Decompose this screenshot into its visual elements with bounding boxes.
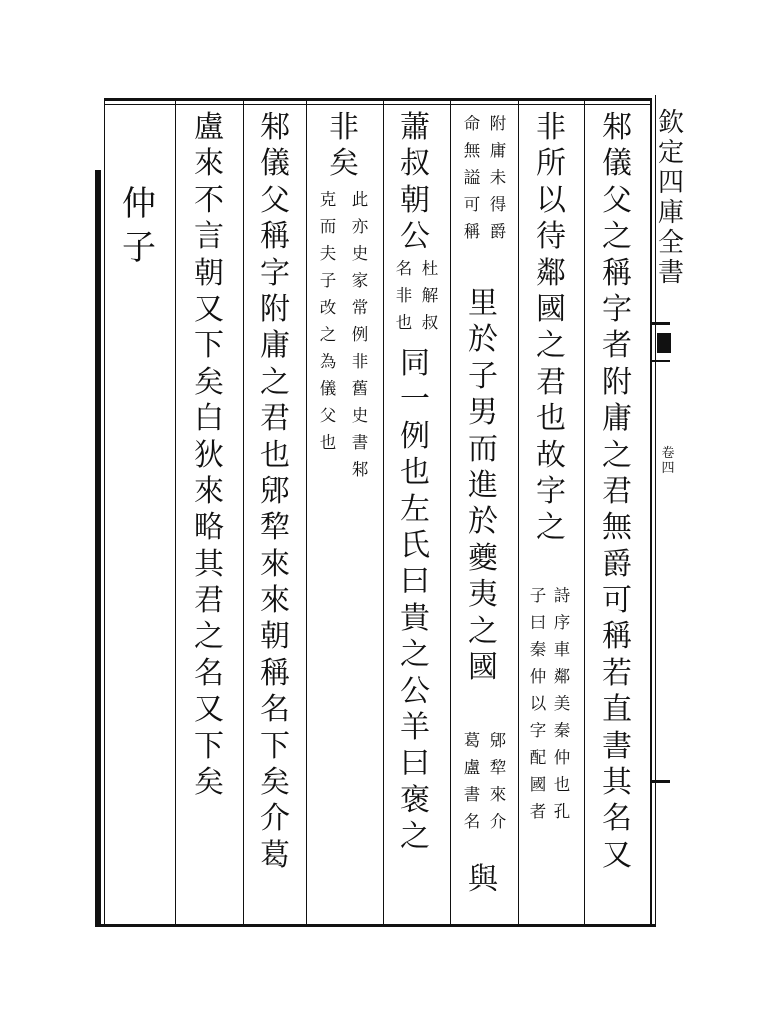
text-column-5-note-right: [350, 186, 370, 483]
left-border-thick: [95, 170, 101, 926]
text-glyph: 鄰: [536, 255, 566, 291]
left-border-thin: [104, 100, 105, 926]
text-glyph: 君: [194, 583, 224, 619]
annotation-glyph: 家: [351, 271, 369, 290]
text-glyph: 叔: [400, 146, 430, 182]
text-glyph: 所: [536, 146, 566, 182]
text-glyph: 父: [602, 182, 632, 218]
text-glyph: 庸: [260, 328, 290, 364]
annotation-glyph: 解: [421, 286, 439, 305]
text-glyph: 而: [468, 431, 498, 467]
margin-title-text: [656, 108, 686, 288]
text-glyph: 略: [194, 510, 224, 546]
text-column-2-note-right: [552, 582, 572, 825]
annotation-glyph: 常: [351, 298, 369, 317]
margin-rule: [652, 322, 670, 325]
text-glyph: 氏: [400, 527, 430, 563]
text-column-3-note2-left: [462, 727, 482, 835]
annotation-glyph: 稱: [463, 222, 481, 241]
text-column-3-note-right: [488, 110, 508, 245]
text-glyph: 稱: [602, 255, 632, 291]
text-column-3-note-left: [462, 110, 482, 245]
annotation-glyph: 子: [529, 586, 547, 605]
annotation-glyph: 孔: [553, 802, 571, 821]
text-glyph: 字: [602, 291, 632, 327]
text-glyph: 矣: [260, 765, 290, 801]
text-glyph: 例: [400, 418, 430, 454]
text-glyph: 曰: [400, 746, 430, 782]
column-divider: [584, 100, 585, 926]
text-glyph: 來: [194, 146, 224, 182]
text-glyph: 白: [194, 401, 224, 437]
text-glyph: 之: [602, 437, 632, 473]
text-glyph: 蕭: [400, 110, 430, 145]
text-glyph: 君: [536, 364, 566, 400]
text-glyph: 也: [536, 401, 566, 437]
column-divider: [306, 100, 307, 926]
annotation-glyph: 非: [395, 286, 413, 305]
glyph: 全: [657, 228, 684, 258]
text-glyph: 夔: [468, 540, 498, 576]
top-border-rule-inner: [104, 104, 652, 105]
text-glyph: 公: [400, 219, 430, 255]
annotation-glyph: 舊: [351, 379, 369, 398]
bottom-border-rule: [95, 924, 655, 927]
text-glyph: 名: [194, 655, 224, 691]
annotation-glyph: 謚: [463, 168, 481, 187]
text-glyph: 言: [194, 219, 224, 255]
annotation-glyph: 國: [529, 775, 547, 794]
text-glyph: 來: [194, 473, 224, 509]
text-glyph: 之: [400, 637, 430, 673]
annotation-glyph: 曰: [529, 613, 547, 632]
text-glyph: 下: [194, 728, 224, 764]
text-glyph: 非: [329, 110, 359, 145]
glyph: 卷: [661, 446, 675, 461]
annotation-glyph: 秦: [553, 721, 571, 740]
text-glyph: 者: [602, 328, 632, 364]
text-glyph: 君: [602, 473, 632, 509]
text-glyph: 名: [260, 692, 290, 728]
annotation-glyph: 此: [351, 190, 369, 209]
text-glyph: 狄: [194, 437, 224, 473]
margin-divider: [655, 95, 656, 927]
column-divider: [383, 100, 384, 926]
text-glyph: 朝: [400, 182, 430, 218]
section-heading: [119, 182, 159, 270]
text-glyph: 之: [536, 328, 566, 364]
annotation-glyph: 爵: [489, 222, 507, 241]
annotation-glyph: 名: [395, 259, 413, 278]
text-glyph: 之: [468, 613, 498, 649]
text-glyph: 矣: [194, 364, 224, 400]
annotation-glyph: 父: [319, 406, 337, 425]
text-glyph: 之: [536, 510, 566, 546]
annotation-glyph: 史: [351, 244, 369, 263]
text-glyph: 於: [468, 322, 498, 358]
text-glyph: 書: [602, 728, 632, 764]
annotation-glyph: 得: [489, 195, 507, 214]
text-column-6: [256, 110, 294, 874]
text-glyph: 國: [536, 291, 566, 327]
text-column-5-note-left: [318, 186, 338, 456]
text-glyph: 里: [468, 286, 498, 321]
text-glyph: 褒: [400, 782, 430, 818]
text-column-4-head: [396, 110, 434, 256]
text-glyph: 同: [400, 346, 430, 381]
text-glyph: 矣: [329, 146, 359, 182]
margin-rule: [652, 780, 670, 783]
text-glyph: 其: [602, 765, 632, 801]
annotation-glyph: 無: [463, 141, 481, 160]
text-glyph: 稱: [260, 219, 290, 255]
annotation-glyph: 名: [463, 812, 481, 831]
text-glyph: 儀: [260, 146, 290, 182]
text-glyph: 夷: [468, 577, 498, 613]
margin-title: [656, 108, 686, 288]
text-glyph: 稱: [602, 619, 632, 655]
text-glyph: 下: [260, 728, 290, 764]
glyph: 欽: [657, 108, 684, 138]
text-glyph: 儀: [602, 146, 632, 182]
text-glyph: 朝: [260, 619, 290, 655]
glyph: 庫: [657, 198, 684, 228]
text-glyph: 以: [536, 182, 566, 218]
text-glyph: 犂: [260, 510, 290, 546]
text-glyph: 子: [468, 358, 498, 394]
text-glyph: 於: [468, 504, 498, 540]
text-glyph: 來: [260, 583, 290, 619]
text-column-5-head: [325, 110, 363, 183]
text-glyph: 附: [260, 291, 290, 327]
annotation-glyph: 杜: [421, 259, 439, 278]
text-glyph: 公: [400, 673, 430, 709]
text-glyph: 父: [260, 182, 290, 218]
text-glyph: 介: [260, 801, 290, 837]
annotation-glyph: 可: [463, 195, 481, 214]
text-glyph: 與: [468, 862, 498, 897]
text-glyph: 又: [194, 692, 224, 728]
text-glyph: 之: [260, 364, 290, 400]
text-glyph: 之: [602, 219, 632, 255]
text-column-7: [190, 110, 228, 801]
annotation-glyph: 犂: [489, 758, 507, 777]
text-glyph: 進: [468, 467, 498, 503]
text-column-4-note-left: [394, 255, 414, 336]
text-glyph: 男: [468, 395, 498, 431]
text-glyph: 來: [260, 546, 290, 582]
text-glyph: 也: [260, 437, 290, 473]
annotation-glyph: 葛: [463, 731, 481, 750]
glyph: 書: [657, 258, 684, 288]
text-glyph: 之: [400, 819, 430, 855]
column-divider: [243, 100, 244, 926]
annotation-glyph: 序: [553, 613, 571, 632]
annotation-glyph: 郳: [489, 731, 507, 750]
annotation-glyph: 為: [319, 352, 337, 371]
annotation-glyph: 邾: [351, 460, 369, 479]
annotation-glyph: 附: [489, 114, 507, 133]
text-glyph: 之: [194, 619, 224, 655]
annotation-glyph: 非: [351, 352, 369, 371]
text-glyph: 字: [536, 473, 566, 509]
text-column-3-tail: [464, 862, 502, 898]
text-glyph: 待: [536, 219, 566, 255]
text-column-4-main: [396, 346, 434, 855]
annotation-glyph: 未: [489, 168, 507, 187]
text-glyph: 也: [400, 455, 430, 491]
text-glyph: 邾: [260, 110, 290, 145]
annotation-glyph: 美: [553, 694, 571, 713]
text-glyph: 邾: [602, 110, 632, 145]
annotation-glyph: 書: [463, 785, 481, 804]
text-glyph: 矣: [194, 765, 224, 801]
fishtail-mark: [657, 333, 671, 353]
text-glyph: 無: [602, 510, 632, 546]
text-glyph: 一: [400, 382, 430, 418]
annotation-glyph: 而: [319, 217, 337, 236]
text-glyph: 不: [194, 182, 224, 218]
annotation-glyph: 仲: [553, 748, 571, 767]
text-glyph: 羊: [400, 709, 430, 745]
text-glyph: 貴: [400, 600, 430, 636]
volume-label: [661, 446, 675, 476]
text-glyph: 名: [602, 801, 632, 837]
text-glyph: 若: [602, 655, 632, 691]
annotation-glyph: 書: [351, 433, 369, 452]
text-glyph: 下: [194, 328, 224, 364]
annotation-glyph: 也: [395, 313, 413, 332]
annotation-glyph: 例: [351, 325, 369, 344]
annotation-glyph: 之: [319, 325, 337, 344]
annotation-glyph: 配: [529, 748, 547, 767]
text-glyph: 稱: [260, 655, 290, 691]
text-glyph: 君: [260, 401, 290, 437]
text-glyph: 非: [536, 110, 566, 145]
annotation-glyph: 史: [351, 406, 369, 425]
text-glyph: 郳: [260, 473, 290, 509]
glyph: 四: [657, 168, 684, 198]
annotation-glyph: 也: [319, 433, 337, 452]
text-glyph: 附: [602, 364, 632, 400]
glyph: 四: [661, 461, 675, 476]
text-column-2-main: [532, 110, 570, 547]
annotation-glyph: 夫: [319, 244, 337, 263]
annotation-glyph: 仲: [529, 667, 547, 686]
annotation-glyph: 命: [463, 114, 481, 133]
annotation-glyph: 盧: [463, 758, 481, 777]
annotation-glyph: 子: [319, 271, 337, 290]
annotation-glyph: 叔: [421, 313, 439, 332]
annotation-glyph: 儀: [319, 379, 337, 398]
annotation-glyph: 來: [489, 785, 507, 804]
annotation-glyph: 車: [553, 640, 571, 659]
text-glyph: 國: [468, 649, 498, 685]
column-divider: [518, 100, 519, 926]
text-glyph: 直: [602, 692, 632, 728]
annotation-glyph: 改: [319, 298, 337, 317]
annotation-glyph: 秦: [529, 640, 547, 659]
annotation-glyph: 也: [553, 775, 571, 794]
annotation-glyph: 亦: [351, 217, 369, 236]
text-glyph: 庸: [602, 401, 632, 437]
text-glyph: 又: [194, 291, 224, 327]
margin-rule: [652, 360, 670, 362]
glyph: 定: [657, 138, 684, 168]
text-glyph: 字: [260, 255, 290, 291]
section-heading-glyph: 子: [122, 228, 156, 268]
text-glyph: 曰: [400, 564, 430, 600]
text-glyph: 故: [536, 437, 566, 473]
text-glyph: 左: [400, 491, 430, 527]
text-column-4-note-right: [420, 255, 440, 336]
text-glyph: 朝: [194, 255, 224, 291]
volume-label-text: [661, 446, 675, 476]
text-column-1: [598, 110, 636, 874]
text-glyph: 盧: [194, 110, 224, 145]
annotation-glyph: 字: [529, 721, 547, 740]
right-border-inner: [650, 100, 652, 926]
annotation-glyph: 庸: [489, 141, 507, 160]
annotation-glyph: 鄰: [553, 667, 571, 686]
text-glyph: 又: [602, 837, 632, 873]
text-glyph: 葛: [260, 837, 290, 873]
text-glyph: 爵: [602, 546, 632, 582]
annotation-glyph: 克: [319, 190, 337, 209]
top-border-rule: [104, 98, 652, 101]
text-glyph: 可: [602, 583, 632, 619]
column-divider: [450, 100, 451, 926]
text-column-3-note2-right: [488, 727, 508, 835]
annotation-glyph: 以: [529, 694, 547, 713]
text-column-2-note-left: [528, 582, 548, 825]
text-column-3-main: [464, 286, 502, 686]
section-heading-glyph: 仲: [122, 184, 156, 224]
annotation-glyph: 介: [489, 812, 507, 831]
text-glyph: 其: [194, 546, 224, 582]
annotation-glyph: 詩: [553, 586, 571, 605]
heading-column-divider: [175, 100, 176, 926]
annotation-glyph: 者: [529, 802, 547, 821]
